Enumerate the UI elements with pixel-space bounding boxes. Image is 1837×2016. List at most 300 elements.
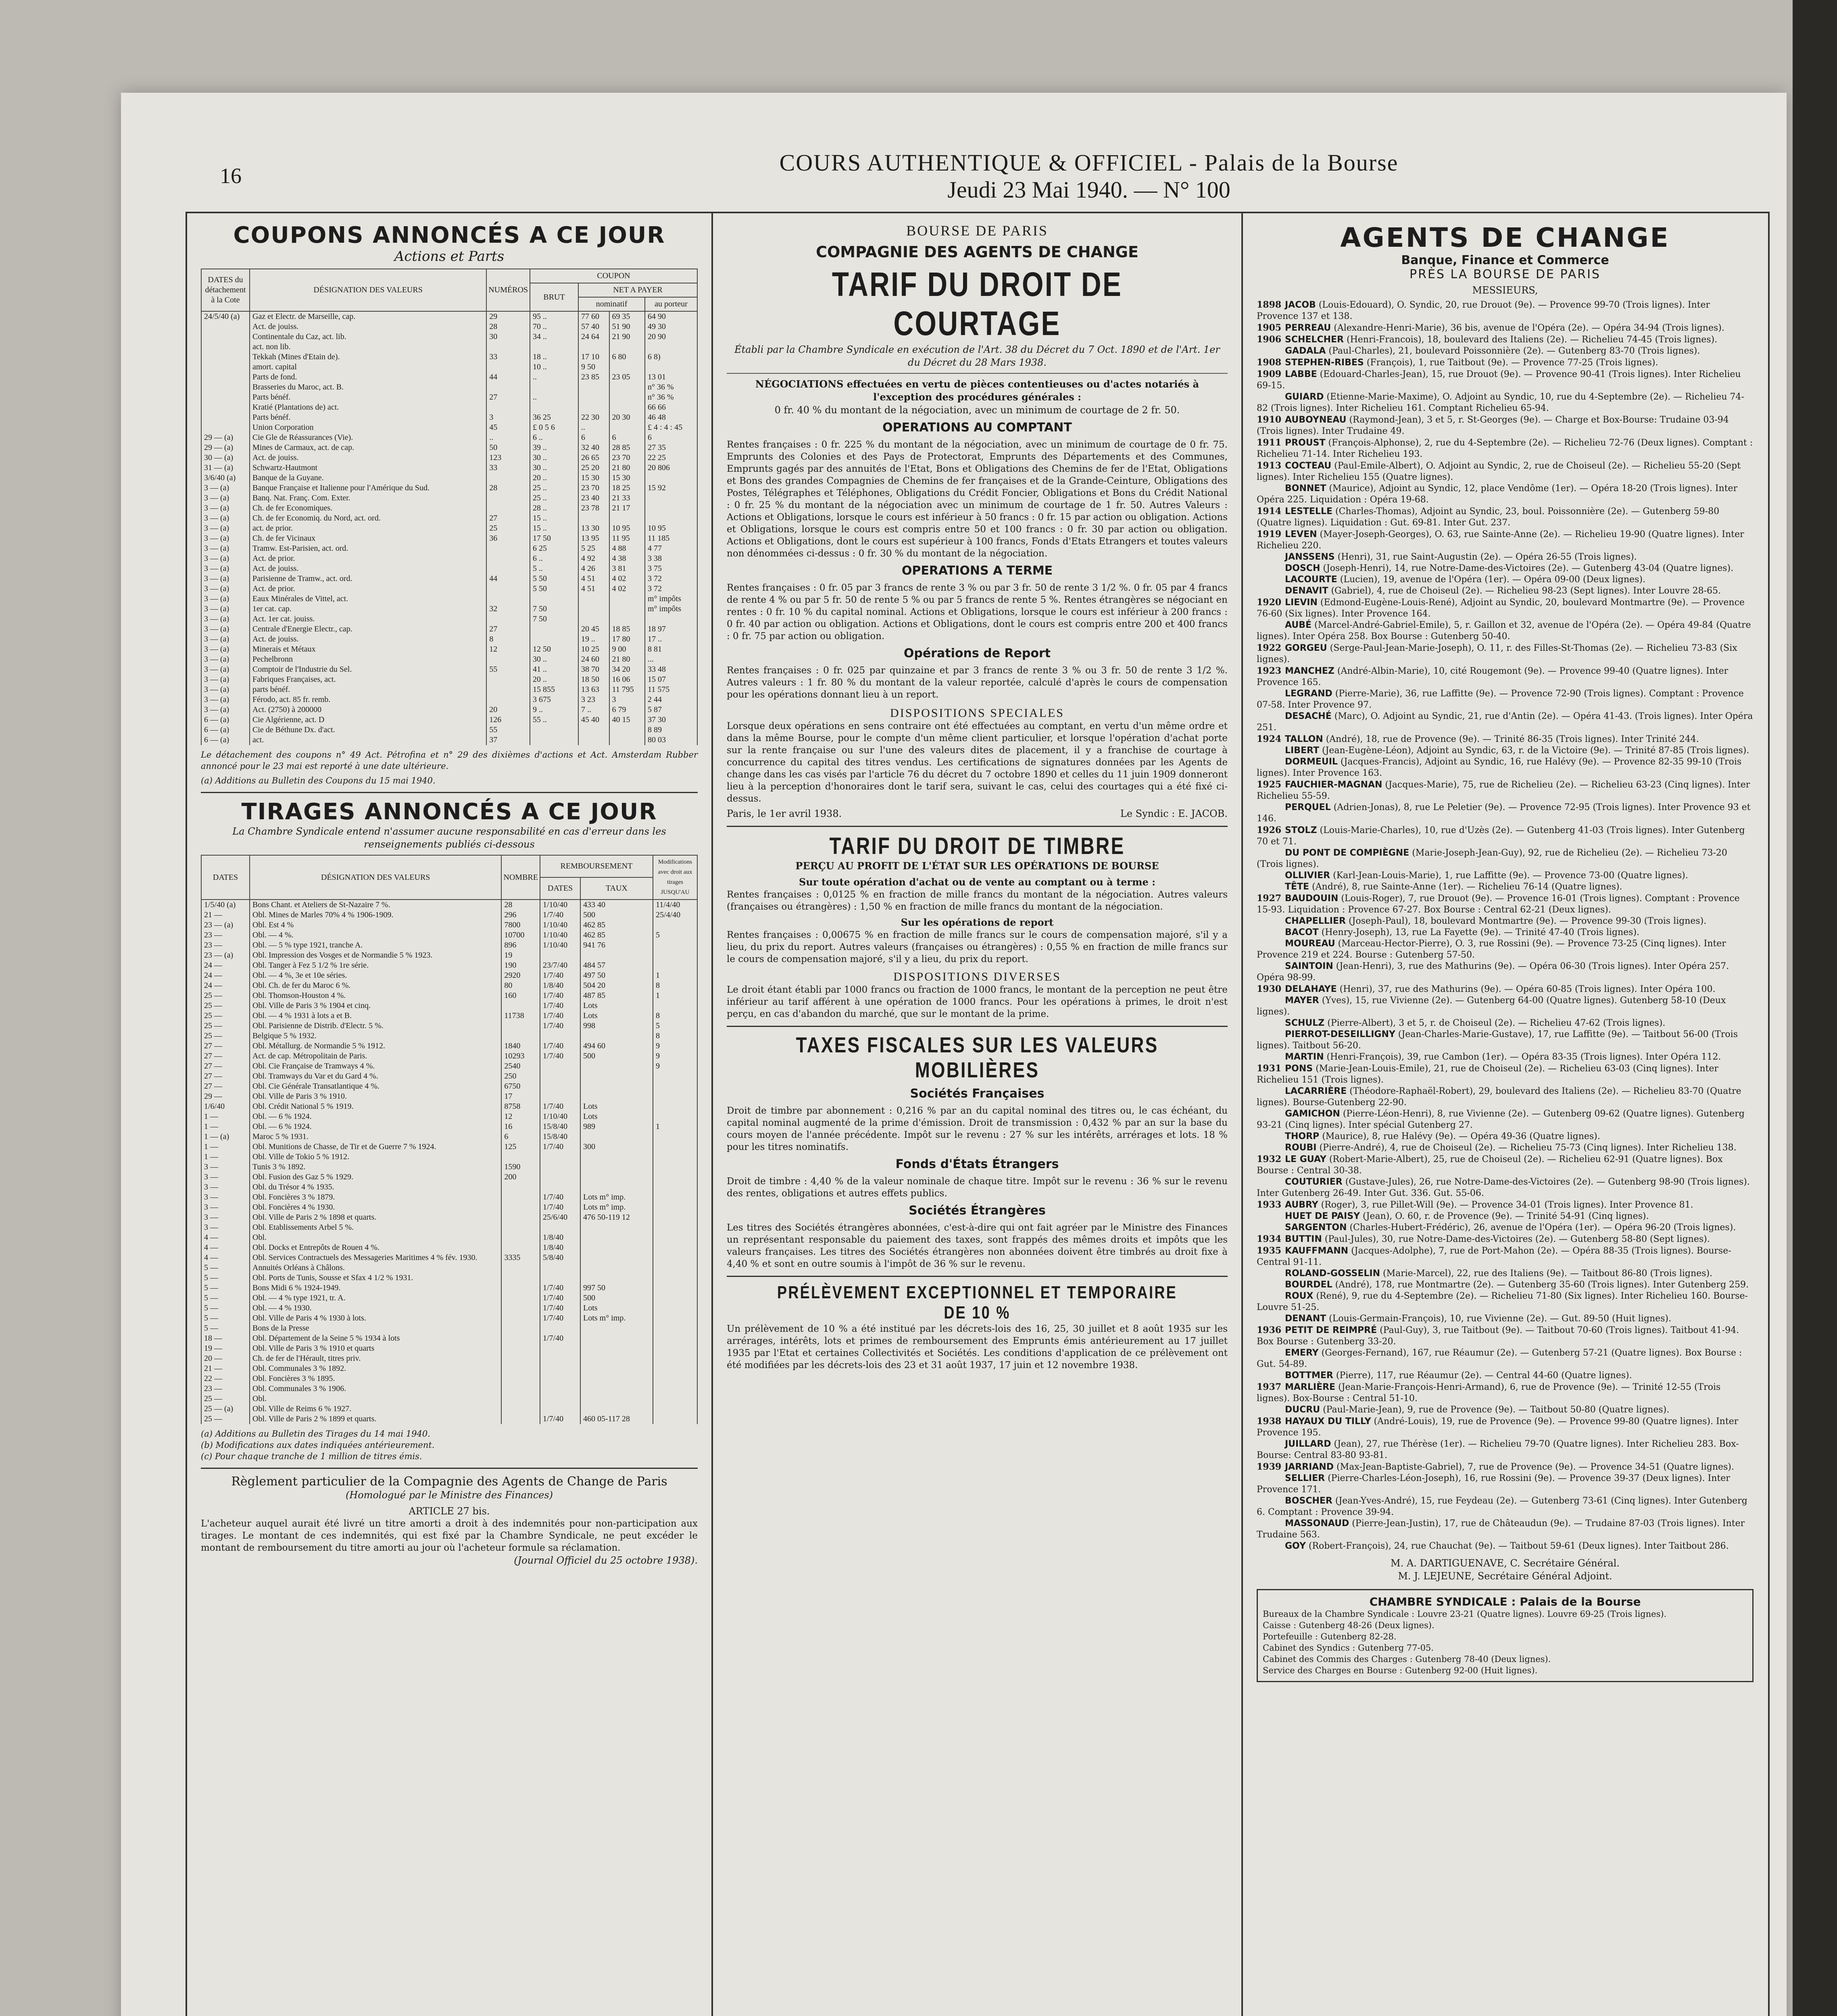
coupon-row-cell: Minerais et Métaux <box>250 644 486 654</box>
agent-details: (Jacques-Marie), 75, rue de Richelieu (2e). — Richelieu 63-23 (Cinq lignes). Inter Richelieu 55-59. <box>1257 780 1750 801</box>
agent-entry <box>1257 597 1754 620</box>
coupon-row <box>201 433 697 443</box>
tirage-row-cell: 25 — <box>201 991 250 1001</box>
agent-name: BACOT <box>1285 927 1319 937</box>
content-frame <box>186 212 1770 2016</box>
coupon-row-cell: 3 — (a) <box>201 523 250 533</box>
taxes-title: TAXES FISCALES SUR LES VALEURS MOBILIÈRES <box>796 1033 1159 1082</box>
tirages-table <box>201 855 698 1424</box>
tirage-row-cell <box>580 1132 653 1142</box>
agent-entry <box>1257 1245 1754 1268</box>
tirage-row-cell: 8 <box>653 1011 697 1021</box>
agent-details: (André), 178, rue Montmartre (2e). — Gutenberg 35-60 (Trois lignes). Inter Gutenberg 259. <box>1335 1280 1749 1290</box>
coupon-row-cell <box>201 352 250 362</box>
tirage-row-cell: 1/7/40 <box>540 1001 580 1011</box>
agent-entry <box>1257 870 1754 881</box>
agent-name: JACOB <box>1285 300 1316 310</box>
tirage-row-cell <box>540 1091 580 1102</box>
coupon-row-cell: 11 575 <box>645 685 697 695</box>
col-dates: DATES du détachement à la Cote <box>201 269 250 311</box>
agent-year: 1937 <box>1257 1382 1282 1392</box>
tirage-row-cell: 25 — <box>201 1011 250 1021</box>
coupon-row-cell <box>486 654 530 664</box>
coupon-row-cell: 17 50 <box>530 533 578 544</box>
tirage-row-cell: 1590 <box>501 1162 540 1172</box>
agent-details: (Jacques-Adolphe), 7, rue de Port-Mahon (2e). — Opéra 88-35 (Trois lignes). Bourse-Central 91-11. <box>1257 1246 1731 1267</box>
agent-details: (Louis-Marie-Charles), 10, rue d'Uzès (2e). — Gutenberg 41-03 (Trois lignes). Inter Gutenberg 70 et 71. <box>1257 825 1745 847</box>
tirage-row-cell <box>501 1414 540 1424</box>
agent-name: GORGEU <box>1285 643 1327 653</box>
coupon-row-cell: Cie de Béthune Dx. d'act. <box>250 725 486 735</box>
coupon-row-cell: 37 30 <box>645 715 697 725</box>
tirage-row-cell <box>653 1212 697 1223</box>
prelevement-title: PRÉLÈVEMENT EXCEPTIONNEL ET TEMPORAIRE DE 10 % <box>777 1283 1177 1322</box>
agent-details: (Louis-Roger), 7, rue Drouot (9e). — Provence 16-01 (Trois lignes). Comptant : Provence 15-93. Liquidation : Provence 67-27. Box Bourse : Central 62-21 (Deux lignes). <box>1257 893 1740 915</box>
secretaire-adjoint: M. J. LEJEUNE, Secrétaire Général Adjoint. <box>1398 1570 1612 1582</box>
coupon-row-cell <box>530 735 578 745</box>
coupon-row-cell <box>609 392 645 402</box>
tirage-row-cell: 300 <box>580 1142 653 1152</box>
tirage-row-cell: Obl. Ville de Paris 2 % 1898 et quarts. <box>250 1212 501 1223</box>
coupon-row-cell: 20 <box>486 705 530 715</box>
tirage-row <box>201 1374 697 1384</box>
agents-list <box>1257 299 1754 1552</box>
tirage-row-cell <box>580 1061 653 1071</box>
agent-details: (Mayer-Joseph-Georges), O. 63, rue Sainte-Anne (2e). — Richelieu 19-90 (Quatre lignes). Inter Richelieu 220. <box>1257 529 1744 551</box>
tirage-row-cell <box>580 950 653 960</box>
tirage-row-cell: 6750 <box>501 1081 540 1091</box>
agent-details: (Max-Jean-Baptiste-Gabriel), 7, rue de Provence (9e). — Provence 34-51 (Quatre lignes). <box>1336 1462 1734 1472</box>
tirage-row-cell: Ch. de fer de l'Hérault, titres priv. <box>250 1354 501 1364</box>
coupon-row-cell: 4 92 <box>578 554 609 564</box>
coupon-row-cell: Act. de prior. <box>250 584 486 594</box>
tirage-row-cell <box>501 1273 540 1283</box>
tirage-row-cell: Obl. Foncières 3 % 1879. <box>250 1192 501 1202</box>
coupon-row-cell: 18 50 <box>578 675 609 685</box>
agent-name: STOLZ <box>1285 825 1317 835</box>
tirage-row-cell: Obl. — 4 % type 1921, tr. A. <box>250 1293 501 1303</box>
coupon-row-cell: 30 <box>486 332 530 342</box>
tirage-row-cell <box>653 960 697 971</box>
coupon-row-cell: parts bénéf. <box>250 685 486 695</box>
tirage-row-cell: Obl. Ville de Paris 3 % 1910. <box>250 1091 501 1102</box>
tirage-row-cell <box>653 1354 697 1364</box>
coupon-row-cell: Union Corporation <box>250 423 486 433</box>
agent-details: (Marcel-André-Gabriel-Emile), 5, r. Gaillon et 32, avenue de l'Opéra (2e). — Opéra 49-84 (Quatre lignes). Inter Opéra 258. Box Bourse : Gutenberg 50-40. <box>1257 620 1751 641</box>
societes-francaises-title: Sociétés Françaises <box>910 1087 1045 1101</box>
tirage-row-cell: 1 <box>653 991 697 1001</box>
agent-entry <box>1257 1461 1754 1473</box>
tirage-row-cell <box>540 1031 580 1041</box>
tirage-row <box>201 1031 697 1041</box>
tirage-row-cell: Obl. — 6 % 1924. <box>250 1112 501 1122</box>
tirage-row-cell: 1/7/40 <box>540 1283 580 1293</box>
tirage-row-cell: Tunis 3 % 1892. <box>250 1162 501 1172</box>
agent-entry <box>1257 995 1754 1018</box>
agent-name: TALLON <box>1285 734 1323 744</box>
tirage-row <box>201 1102 697 1112</box>
coupon-row-cell: Act. 1er cat. jouiss. <box>250 614 486 624</box>
coupon-row-cell: act. de prior. <box>250 523 486 533</box>
tirage-row-cell <box>501 1243 540 1253</box>
tirage-row-cell <box>501 1384 540 1394</box>
tirage-row-cell <box>653 1374 697 1384</box>
tirage-row-cell: 1/7/40 <box>540 1333 580 1343</box>
coupon-row <box>201 554 697 564</box>
column-agents <box>1243 213 1767 2016</box>
tirage-row-cell: Lots <box>580 1011 653 1021</box>
tirage-row <box>201 1142 697 1152</box>
coupon-row-cell <box>201 372 250 382</box>
agent-entry <box>1257 688 1754 711</box>
coupon-row-cell: 18 97 <box>645 624 697 634</box>
col-porteur: au porteur <box>645 297 697 311</box>
tirage-row-cell: 11738 <box>501 1011 540 1021</box>
agent-year: 1909 <box>1257 369 1282 379</box>
tirage-row-cell <box>580 1384 653 1394</box>
coupon-row-cell: Ch. de fer Vicinaux <box>250 533 486 544</box>
tirage-row-cell: 941 76 <box>580 940 653 950</box>
tirage-row-cell: 484 57 <box>580 960 653 971</box>
tirage-row-cell <box>501 1333 540 1343</box>
agent-entry <box>1257 961 1754 983</box>
coupon-row-cell <box>486 675 530 685</box>
tirage-row <box>201 960 697 971</box>
tirage-row-cell: 1/10/40 <box>540 930 580 940</box>
coupon-row-cell: Parts bénéf. <box>250 392 486 402</box>
coupon-row-cell <box>201 362 250 372</box>
tirage-row-cell <box>540 1162 580 1172</box>
tirage-row-cell: Obl. Ville de Paris 2 % 1899 et quarts. <box>250 1414 501 1424</box>
tirage-row-cell: Obl. Communales 3 % 1906. <box>250 1384 501 1394</box>
coupon-row-cell: 64 90 <box>645 311 697 322</box>
coupon-row-cell <box>645 342 697 352</box>
coupon-row-cell: 32 40 <box>578 443 609 453</box>
tirage-row <box>201 1071 697 1081</box>
agent-name: SAINTOIN <box>1285 961 1333 971</box>
coupon-row <box>201 705 697 715</box>
agent-entry <box>1257 414 1754 437</box>
coupon-row-cell: 25 <box>486 523 530 533</box>
agent-entry <box>1257 1268 1754 1279</box>
coupon-row-cell: 44 <box>486 372 530 382</box>
coupon-row-cell: 3 — (a) <box>201 685 250 695</box>
coupon-row-cell: 46 48 <box>645 412 697 423</box>
coupon-row-cell <box>486 493 530 503</box>
coupon-row-cell: Parts bénéf. <box>250 412 486 423</box>
tirage-row <box>201 1132 697 1142</box>
tirage-row-cell: Obl. Ville de Paris 3 % 1904 et cinq. <box>250 1001 501 1011</box>
coupon-row-cell: 3 — (a) <box>201 483 250 493</box>
agent-year: 1939 <box>1257 1462 1282 1472</box>
coupon-row-cell <box>201 322 250 332</box>
coupon-row-cell <box>645 473 697 483</box>
tirage-row <box>201 1354 697 1364</box>
tirage-row-cell <box>540 1071 580 1081</box>
agent-name: LESTELLE <box>1285 506 1332 516</box>
coupon-row-cell: Férodo, act. 85 fr. remb. <box>250 695 486 705</box>
agent-name: THORP <box>1285 1131 1320 1141</box>
tir-col-taux: TAUX <box>580 877 653 900</box>
tir-col-modif: Modifications avec droit aux tirages JUSQU'AU <box>653 855 697 900</box>
agent-name: GUIARD <box>1285 392 1324 402</box>
chambre-line: Service des Charges en Bourse : Gutenberg 92-00 (Huit lignes). <box>1263 1666 1538 1675</box>
coupon-row-cell: 3 — (a) <box>201 493 250 503</box>
coupon-row-cell: 6 25 <box>530 544 578 554</box>
coupon-row-cell: 4 51 <box>578 574 609 584</box>
tirage-row <box>201 900 697 910</box>
coupon-row-cell: 9 00 <box>609 644 645 654</box>
tirage-row <box>201 1283 697 1293</box>
tirage-row-cell <box>653 1152 697 1162</box>
tirage-row-cell <box>580 1071 653 1081</box>
agent-name: PIERROT-DESEILLIGNY <box>1285 1029 1395 1039</box>
agent-details: (Charles-Thomas), Adjoint au Syndic, 23, boul. Poissonnière (2e). — Gutenberg 59-80 (Quatre lignes). Liquidation : Gut. 69-81. Inter Gut. 237. <box>1257 506 1720 528</box>
coupon-row-cell <box>578 594 609 604</box>
tarif-courtage-title: TARIF DU DROIT DE COURTAGE <box>832 265 1123 342</box>
agent-name: LIBERT <box>1285 746 1319 756</box>
agent-details: (Edmond-Eugène-Louis-René), Adjoint au Syndic, 20, boulevard Montmartre (9e). — Provence 76-60 (Six lignes). Inter Provence 164. <box>1257 598 1745 619</box>
tirage-row-cell <box>580 1152 653 1162</box>
coupon-row-cell <box>201 412 250 423</box>
tirage-row-cell: 3 — <box>201 1212 250 1223</box>
tirage-row-cell: 433 40 <box>580 900 653 910</box>
coupon-row-cell: 4 88 <box>609 544 645 554</box>
agent-name: BOSCHER <box>1285 1496 1332 1506</box>
tirage-row-cell: Obl. Département de la Seine 5 % 1934 à lots <box>250 1333 501 1343</box>
agent-year: 1914 <box>1257 506 1282 516</box>
agent-name: LE GUAY <box>1285 1154 1326 1164</box>
agent-details: (Jean), 27, rue Thérèse (1er). — Richelieu 79-70 (Quatre lignes). Inter Richelieu 283. Box-Bourse: Central 83-80 93-81. <box>1257 1439 1739 1460</box>
tirage-row-cell <box>540 950 580 960</box>
tirage-row-cell <box>653 1263 697 1273</box>
agent-name: HUET DE PAISY <box>1285 1211 1360 1221</box>
tirage-row-cell: 25 — <box>201 1001 250 1011</box>
agent-details: (Henri), 37, rue des Mathurins (9e). — Opéra 60-85 (Trois lignes). Inter Opéra 100. <box>1339 984 1716 994</box>
coupon-row-cell: 5 50 <box>530 574 578 584</box>
coupon-row <box>201 664 697 675</box>
coupon-row <box>201 614 697 624</box>
coupon-row-cell: 4 38 <box>609 554 645 564</box>
agent-entry <box>1257 506 1754 529</box>
coupon-row-cell: 29 <box>486 311 530 322</box>
dispositions-title: DISPOSITIONS SPECIALES <box>890 706 1064 720</box>
coupon-row-cell: 6 79 <box>609 705 645 715</box>
tirage-row <box>201 1394 697 1404</box>
coupon-row-cell: 34 .. <box>530 332 578 342</box>
tirage-row-cell <box>540 1323 580 1333</box>
coupon-row-cell: 17 .. <box>645 634 697 644</box>
tirage-row-cell: Obl. Mines de Marles 70% 4 % 1906-1909. <box>250 910 501 920</box>
coupon-row-cell: 3 — (a) <box>201 634 250 644</box>
agent-entry <box>1257 665 1754 688</box>
agent-details: (Pierre-Albert), 3 et 5, r. de Choiseul (2e). — Richelieu 47-62 (Trois lignes). <box>1327 1018 1666 1028</box>
tirage-row-cell: 27 — <box>201 1081 250 1091</box>
agent-entry <box>1257 552 1754 563</box>
coupon-row-cell <box>486 584 530 594</box>
tirage-row-cell <box>501 1192 540 1202</box>
tirages-note: (a) Additions au Bulletin des Tirages du 14 mai 1940. <box>201 1429 430 1439</box>
tirage-row-cell: 27 — <box>201 1041 250 1051</box>
tirage-row-cell: Obl. Tanger à Fez 5 1/2 % 1re série. <box>250 960 501 971</box>
agent-entry <box>1257 437 1754 460</box>
coupon-row-cell <box>578 402 609 412</box>
tirage-row <box>201 930 697 940</box>
societes-francaises-text: Droit de timbre par abonnement : 0,216 % par an du capital nominal des titres ou, le cas échéant, du capital nominal augmenté de la prime d'émission. Droit de transmission : 0,432 % par an sur la base du cours moyen de l'année précédente. Impôt sur le revenu : 27 % sur les intérêts, arrérages et lots. 18 % pour les titres nominatifs. <box>727 1106 1228 1152</box>
tirage-row-cell: Lots m° imp. <box>580 1192 653 1202</box>
tirage-row-cell <box>501 1001 540 1011</box>
coupon-row-cell: Pechelbronn <box>250 654 486 664</box>
coupon-row <box>201 695 697 705</box>
agent-entry <box>1257 1142 1754 1154</box>
coupon-row-cell: 28 <box>486 322 530 332</box>
tirage-row-cell: Obl. Impression des Vosges et de Normandie 5 % 1923. <box>250 950 501 960</box>
tir-col-dates: DATES <box>201 855 250 900</box>
tirage-row-cell: 23 — <box>201 930 250 940</box>
tirages-intro: La Chambre Syndicale entend n'assumer aucune responsabilité en cas d'erreur dans les renseignements publiés ci-dessous <box>232 826 666 850</box>
coupon-row-cell <box>530 402 578 412</box>
tirage-row <box>201 971 697 981</box>
agent-details: (Charles-Hubert-Frédéric), 26, avenue de l'Opéra (1er). — Opéra 96-20 (Trois lignes). <box>1349 1223 1736 1233</box>
binding-spine <box>1793 0 1837 2016</box>
coupon-row-cell: 13 63 <box>578 685 609 695</box>
coupon-row-cell: 3 — (a) <box>201 644 250 654</box>
coupon-row-cell: 2 44 <box>645 695 697 705</box>
coupon-row-cell: 28 85 <box>609 443 645 453</box>
agent-details: (Maurice), Adjoint au Syndic, 12, place Vendôme (1er). — Opéra 18-20 (Trois lignes). Inter Opéra 225. Liquidation : Opéra 19-68. <box>1257 483 1738 505</box>
coupon-row-cell: .. <box>530 372 578 382</box>
coupon-row <box>201 533 697 544</box>
coupon-row-cell: 13 30 <box>578 523 609 533</box>
coupon-row-cell: 6 <box>609 433 645 443</box>
messieurs: MESSIEURS, <box>1472 285 1538 296</box>
agent-entry <box>1257 529 1754 552</box>
article-heading: ARTICLE 27 bis. <box>409 1506 490 1517</box>
agent-entry <box>1257 779 1754 802</box>
agent-details: (Henry-Joseph), 13, rue La Fayette (9e). — Trinité 47-40 (Trois lignes). <box>1321 927 1640 937</box>
coupon-row-cell: 26 65 <box>578 453 609 463</box>
coupon-row-cell: Act. de jouiss. <box>250 453 486 463</box>
societes-etrangeres-title: Sociétés Étrangères <box>909 1204 1046 1218</box>
agent-details: (Yves), 15, rue Vivienne (2e). — Gutenberg 64-00 (Quatre lignes). Gutenberg 58-10 (Deux lignes). <box>1257 996 1726 1017</box>
agent-entry <box>1257 1018 1754 1029</box>
tirage-row-cell: 22 — <box>201 1374 250 1384</box>
agent-name: SELLIER <box>1285 1473 1325 1483</box>
tirage-row <box>201 1343 697 1354</box>
agent-details: (André), 18, rue de Provence (9e). — Trinité 86-35 (Trois lignes). Inter Trinité 244. <box>1326 734 1699 744</box>
coupon-row-cell <box>201 382 250 392</box>
coupon-row-cell <box>486 554 530 564</box>
tirage-row-cell: 21 — <box>201 910 250 920</box>
dispositions-text: Lorsque deux opérations en sens contraire ont été effectuées au comptant, en vertu d'un même ordre et dans la même Bourse, pour le compte d'un même client particulier, et lorsque l'opération d'achat porte sur la rente française ou sur l'une des valeurs dites de placement, il y a franchise de courtage à concurrence du capital des titres vendus. Les certifications de signatures données par les Agents de change dans les cas visés par l'article 76 du décret du 7 octobre 1890 et celles du 11 juin 1909 donneront lieu à la perception d'honoraires dont le tarif sera, suivant le cas, celui des courtages qui a été fixé ci-dessus. <box>727 721 1228 804</box>
coupon-row-cell: 25 .. <box>530 493 578 503</box>
tirage-row-cell: 25 — <box>201 1021 250 1031</box>
coupon-row <box>201 332 697 342</box>
coupon-row-cell: Brasseries du Maroc, act. B. <box>250 382 486 392</box>
tirage-row-cell: Obl. <box>250 1394 501 1404</box>
tirage-row-cell: Annuités Orléans à Châlons. <box>250 1263 501 1273</box>
tir-col-designation: DÉSIGNATION DES VALEURS <box>250 855 501 900</box>
tirage-row-cell <box>580 1354 653 1364</box>
agent-name: CHAPELLIER <box>1285 916 1346 926</box>
coupon-row-cell <box>609 382 645 392</box>
coupon-row-cell: 20 806 <box>645 463 697 473</box>
agent-details: (Pierre-Charles-Léon-Joseph), 16, rue Rossini (9e). — Provence 39-37 (Deux lignes). Inter Provence 171. <box>1257 1473 1730 1495</box>
agent-entry <box>1257 322 1754 334</box>
agent-entry <box>1257 1131 1754 1142</box>
tirage-row-cell <box>501 1021 540 1031</box>
tirage-row-cell: 497 50 <box>580 971 653 981</box>
tirage-row-cell: 500 <box>580 1051 653 1061</box>
tirage-row-cell: 1 — (a) <box>201 1132 250 1142</box>
coupon-row-cell: 25 20 <box>578 463 609 473</box>
tirage-row <box>201 1364 697 1374</box>
tirage-row-cell: 1/7/40 <box>540 1303 580 1313</box>
tirage-row <box>201 1001 697 1011</box>
tirage-row-cell: 24 — <box>201 981 250 991</box>
coupon-row <box>201 483 697 493</box>
agent-year: 1933 <box>1257 1200 1282 1210</box>
tirage-row-cell <box>653 1132 697 1142</box>
tirage-row-cell <box>540 1404 580 1414</box>
agent-name: MOUREAU <box>1285 939 1335 949</box>
tirage-row-cell: Belgique 5 % 1932. <box>250 1031 501 1041</box>
agent-entry <box>1257 1154 1754 1177</box>
coupon-row-cell: 3 <box>486 412 530 423</box>
coupon-row-cell: Tramw. Est-Parisien, act. ord. <box>250 544 486 554</box>
tirage-row-cell: 1 <box>653 1122 697 1132</box>
coupon-row-cell <box>530 725 578 735</box>
tirage-row-cell: 1/10/40 <box>540 900 580 910</box>
tirage-row-cell: 27 — <box>201 1071 250 1081</box>
coupon-row-cell: 3 81 <box>609 564 645 574</box>
agent-entry <box>1257 392 1754 414</box>
agent-name: LEVEN <box>1285 529 1317 539</box>
agent-name: MANCHEZ <box>1285 666 1334 676</box>
prelevement-text: Un prélèvement de 10 % a été institué par les décrets-lois des 16, 25, 30 juillet et 8 août 1935 sur les arrérages, intérêts, lots et primes de remboursement des Emprunts émis antérieurement au 17 juillet 1935 par l'Etat et certaines Collectivités et Sociétés. Les conditions d'application de ce prélèvement ont été modifiées par les décrets-lois des 23 et 31 août 1937, 17 juin et 12 novembre 1938. <box>727 1324 1228 1370</box>
agent-details: (Henri-Francois), 18, boulevard des Italiens (2e). — Richelieu 74-45 (Trois lignes). <box>1346 335 1718 345</box>
agent-name: PERQUEL <box>1285 802 1331 812</box>
coupon-row-cell: 37 <box>486 735 530 745</box>
coupon-row-cell: 9 .. <box>530 705 578 715</box>
coupon-row-cell: 19 .. <box>578 634 609 644</box>
tirage-row-cell <box>540 1172 580 1182</box>
agent-year: 1938 <box>1257 1416 1282 1427</box>
coupon-row <box>201 392 697 402</box>
tirage-row-cell <box>540 1182 580 1192</box>
agent-details: (Joseph-Henri), 14, rue Notre-Dame-des-Victoires (2e). — Gutenberg 43-04 (Quatre lignes). <box>1323 563 1734 573</box>
tirage-row-cell: 1/7/40 <box>540 1011 580 1021</box>
agent-name: DESACHÉ <box>1285 711 1332 721</box>
coupon-row <box>201 544 697 554</box>
coupon-row-cell: Kratié (Plantations de) act. <box>250 402 486 412</box>
agent-entry <box>1257 848 1754 870</box>
tirage-row-cell: 1/7/40 <box>540 1313 580 1323</box>
tirage-row <box>201 1192 697 1202</box>
coupon-row-cell: 5 .. <box>530 564 578 574</box>
col-coupon: COUPON <box>530 269 697 283</box>
coupon-row-cell: 6 8) <box>645 352 697 362</box>
coupon-row-cell: 31 — (a) <box>201 463 250 473</box>
coupon-row-cell: 20 30 <box>609 412 645 423</box>
negociations-title: NÉGOCIATIONS effectuées en vertu de pièces contentieuses ou d'actes notariés à l'exception des procédures générales : <box>755 378 1199 403</box>
agent-details: (Adrien-Jonas), 8, rue Le Peletier (9e). — Provence 72-95 (Trois lignes). Inter Provence 93 et 146. <box>1257 802 1751 824</box>
coupon-row-cell: 40 15 <box>609 715 645 725</box>
tirage-row-cell: 460 05-117 28 <box>580 1414 653 1424</box>
tirage-row-cell: Obl. Métallurg. de Normandie 5 % 1912. <box>250 1041 501 1051</box>
agent-entry <box>1257 1416 1754 1439</box>
coupons-table <box>201 269 698 745</box>
